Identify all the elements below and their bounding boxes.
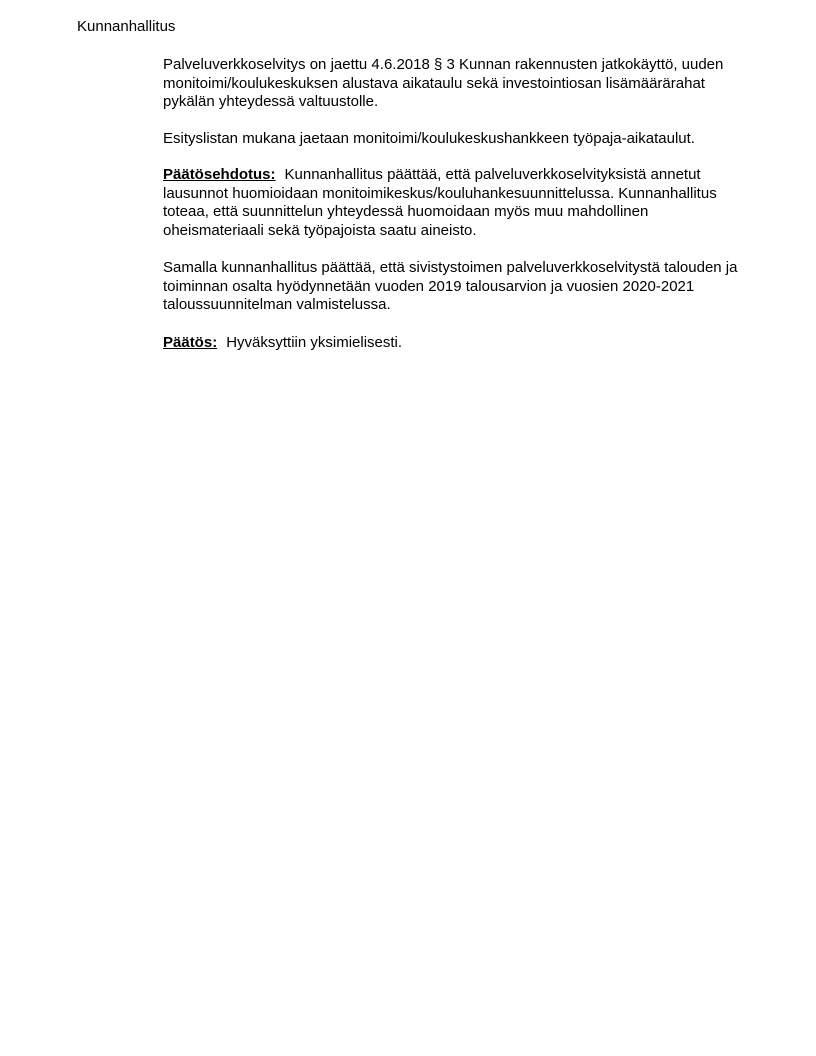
proposal-label: Päätösehdotus: [163,166,276,183]
decision-text: Hyväksyttiin yksimielisesti. [226,333,403,351]
proposal-text: Kunnanhallitus päättää, että palveluverkkoselvityksistä annetut lausunnot huomioidaan monitoimikeskus/kouluhankesuunnittelussa. Kunnanhallitus toteaa, että suunnittelun yhteydessä huomoidaan myös muu mahdollinen oheismateriaali sekä työpajoista saatu aineisto. [163,166,717,239]
intro-paragraph: Palveluverkkoselvitys on jaettu 4.6.2018 § 3 Kunnan rakennusten jatkokäyttö, uuden monitoimi/koulukeskuksen alustava aikataulu sekä investointiosan lisämäärärahat pykälän yhteydessä valtuustolle. [163,56,724,110]
additional-decision-paragraph: Samalla kunnanhallitus päättää, että sivistystoimen palveluverkkoselvitystä talouden ja toiminnan osalta hyödynnetään vuoden 2019 talousarvion ja vuosien 2020-2021 taloussuunnitelman valmistelussa. [163,259,738,313]
decision-label: Päätös: [163,333,218,351]
organization-title: Kunnanhallitus [77,18,176,35]
minutes-content [163,56,748,370]
attachment-note: Esityslistan mukana jaetaan monitoimi/koulukeskushankkeen työpaja-aikataulut. [163,129,695,147]
decision-paragraph [163,334,748,353]
proposal-paragraph [163,166,748,240]
